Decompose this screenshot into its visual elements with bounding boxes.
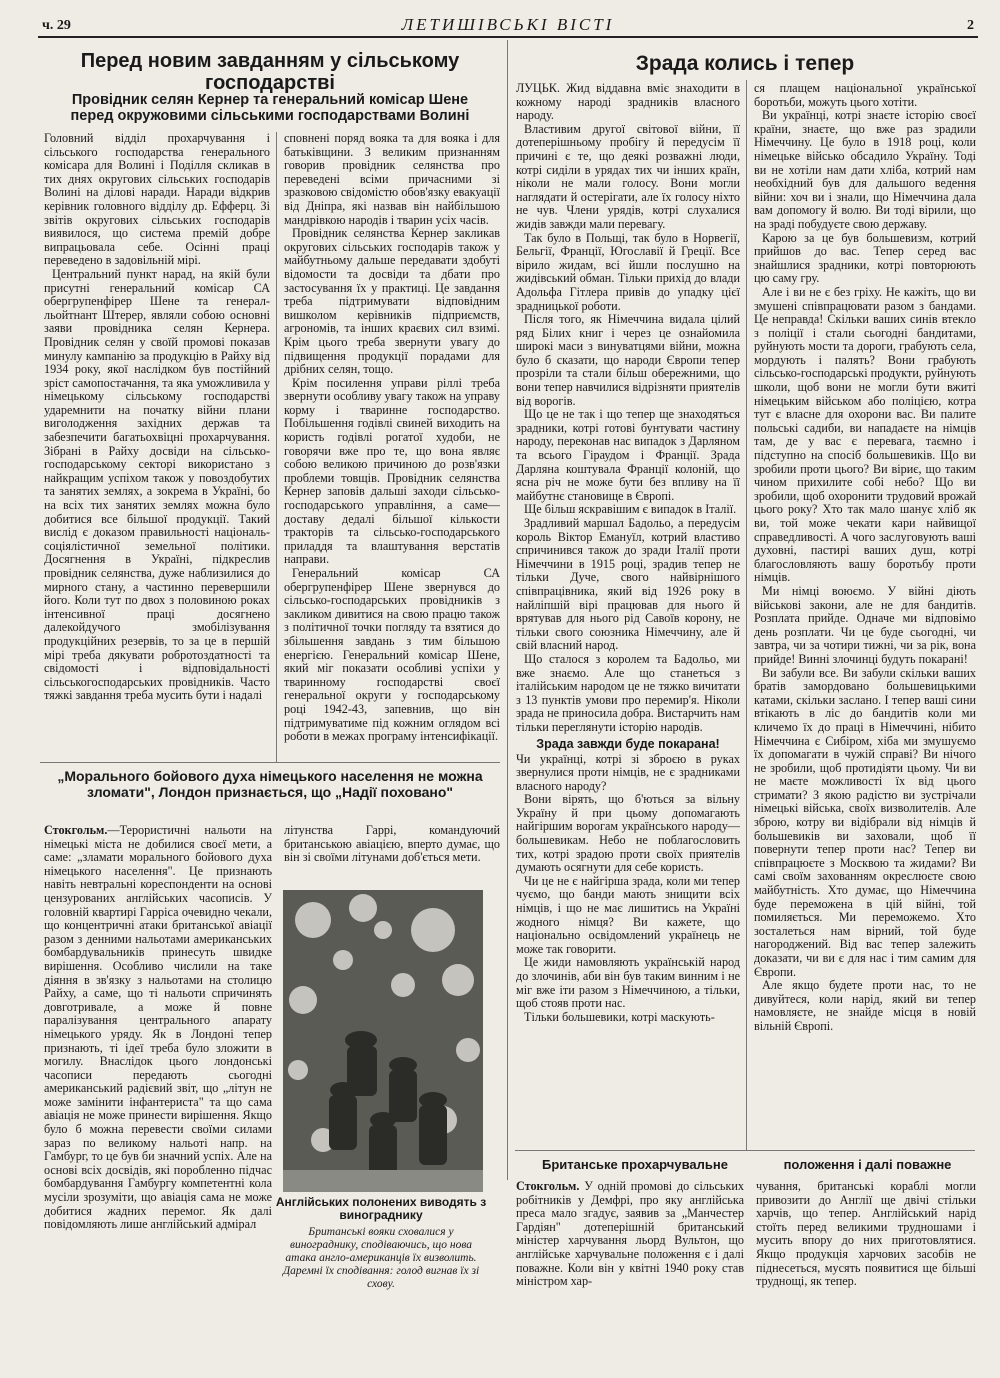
- paragraph: Це жиди намовляють українській народ до злочинів, аби він був таким винним і не міг вже іти разом з Німеччиною, а тільки, щоб стояв проти нас.: [516, 955, 740, 1011]
- paragraph-text: —Терористичні нальоти на німецькі міста не добилися своєї мети, а саме: „зламати морального бойового духа німецького населення". Це признають навіть невтральні кореспонденти на основі цензурованих англійських часописів. У головній квартирі Гарріса очевидно чекали, що концентричні атаки британської авіації разом з денними нальотами американських бомбардувальників принесуть швидке вирішення. Особливо числили на таке діяння в зв'язку з нальотами на столицю Райху, а саме, що ті нальоти спричинять довготривале, а може й повне паралізування центрального апарату німецького уряду. Як в Лондоні тепер признають, ті ідеї треба було зложити в могилу. Внаслідок цього лондонські часописи передають сьогодні американський радієвий звіт, що „літун не може замінити інфантериста" та що сама авіація не може принести вирішення. Якщо було б можна перевести своїми силами зараз по великому нальоті напр. на Гамбург, то це був би значний успіх. Але на основі всіх досвідів, які поробленно підчас бомбардування Гамбургу компетентні кола мусіли зрозуміти, що авіація сама не може добитися жадних перемог. Як далі повідомляють лише англійський адмірал: [44, 824, 272, 1232]
- paragraph: Але якщо будете проти нас, то не дивуйтеся, коли нарід, який ви тепер намовляєте, не знайде місця в новій вільній Європі.: [754, 978, 976, 1033]
- paragraph: Тільки большевики, котрі маскують-: [524, 1009, 715, 1024]
- photo-caption-title: Англійських полонених виводять з винограднику: [275, 1195, 487, 1222]
- paragraph: Карою за це був большевизм, котрий прийшов до вас. Тепер серед вас знайшлися зрадники, котрі повторюють цю саму гру.: [754, 230, 976, 286]
- article-column: [284, 824, 500, 884]
- newspaper-title: ЛЕТИШІВСЬКІ ВІСТІ: [401, 15, 615, 34]
- paragraph: Ви забули все. Ви забули скільки ваших братів замордовано большевицькими катами, скільки заслано. І тепер ваші сини втікають в ліс до бандитів коли ми кличемо їх до праці в Німеччині, нібито Німеччина є Сибіром, хіба ми змушуємо їх допомагати в чужій справі? Ви нічого не зробили, щоб протидіяти цьому. Чи ви не маєте можливості їх від цього стримати? З якою радістю ви зустрічали німецькі війська, своїх визволителів. Але зброю, котру ви відібрали від німців й большевиків ви заховали, щоб її повернути тепер проти нас? Тепер ви співпрацюєте з Москвою та жидами? Ви самі своїм захованням окреслюєте свою майбутність. Хто думає, що Німеччина буде переможена в цій війні, той помиляється. Ми переможемо. Хто зосталеться нам вірний, той буде нагороджений. Від вас тепер залежить доказати, чи ви є для нас і тим самим для Європи.: [754, 665, 976, 979]
- paragraph: ся плащем національної української боротьби, можуть цього хотіти.: [754, 82, 976, 109]
- column-rule: [276, 132, 277, 762]
- article-headline: „Морального бойового духа німецького населення не можна зломати", Лондон признається, що „Надії поховано": [57, 768, 483, 800]
- article-column: [756, 1180, 976, 1320]
- article-column: [516, 1180, 744, 1320]
- paragraph: Крім посилення управи ріллі треба звернути особливу увагу також на управу корму і тваринне господарство. Побільшення годівлі свиней виходить на користь годівлі рогатої худоби, не говорячи вже про те, що вона являє собою великою причиною до розв'язки проблеми товщів. Провідник селянства Кернер заповів дальші заходи сільсько-господарського управління, а саме—доставу дедалі більшої кількости тракторів та сільсько-господарського приладдя та влаштування верстатів направи.: [284, 375, 500, 567]
- paragraph: Так було в Польщі, так було в Норвегії, Бельгії, Франції, Югославії й Греції. Все вірило жидам, всі йшли послушно на жидівський обман. Тільки прихід до влади Адольфа Гітлера привів до упадку цієї зрадницької роботи.: [516, 230, 740, 313]
- paragraph: ЛУЦЬК. Жид віддавна вміє знаходити в кожному народі зрадників власного народу.: [516, 82, 740, 123]
- photo-soldiers-vineyard: [283, 890, 483, 1192]
- article-subheadline: Провідник селян Кернер та генеральний комісар Шене перед окружовими сільськими господарствами Волині: [70, 92, 470, 124]
- paragraph: Але і ви не є без гріху. Не кажіть, що ви змушені співпрацювати разом з бандами. Це неправда! Скільки ваших синів втекло з поліції і стали сьогодні бандитами, руйнують мости та дороги, грабують села, мордують і палять? Вони грабують сільсько-господарські продукти, руйнують школи, щоб вони не могли бути вжиті німецьким військом або поліцією, котра тут є власне для охорони вас. Ви палите польські садиби, ви нападаєте на німців там, де у вас є перевага, таємно і підступно на спосіб большевиків. Що ви зробили проти цього? Ви віриє, що таким чином прихилите собі небо? Що ви зробили, щоб охоронити трудовий врожай цього року? Хто так мало шанує хліб як ви, той може чекати кари найвищої справедливості. А чого заслуговують ваші духовні, пастирі ваших душ, котрі благословляють вашу боротьбу проти німців.: [754, 284, 976, 585]
- paragraph: Ми німці воюємо. У війні діють військові закони, але не для бандитів. Розплата прийде. Одначе ми відповімо день розплати. Чи це буде сьогодні, чи завтра, чи за чотири тижні, чи за рік, вона прийде! Винні злочинці будуть покарані!: [754, 583, 976, 666]
- paragraph: Ви українці, котрі знаєте історію своєї країни, знаєте, що вже раз зрадили Німеччину. Це було в 1918 році, коли німецьке військо обсадило Україну. Тоді ви не хотіли нам дати хліба, котрий нам необхідний був для дальшого ведення війни: хоч ви і знали, що Німеччина дала вам допомогу й волю. Ви тоді вірили, що на зраді побудуєте свою державу.: [754, 108, 976, 231]
- article-column: [44, 132, 270, 762]
- article-column: [44, 824, 272, 1316]
- paragraph: Чи українці, котрі зі зброєю в руках звернулися проти німців, не є зрадниками власного народу?: [516, 751, 740, 793]
- photo-caption-text: Британські вояки сховалися у винограднику, сподіваючись, що нова атака англо-американців їх визволить. Даремні їх сподівання: голод вигнав їх зі схову.: [282, 1226, 480, 1290]
- paragraph-text: У одній промові до сільських робітників у Демфрі, про яку англійська преса мало згадує, заявив за „Манчестер Гардіян" дотеперішній британський міністер харчування льорд Вультон, що англійське харчувальне положення є і далі поважне. Коли він у квітні 1940 року став міністром хар-: [516, 1180, 744, 1289]
- paragraph: Центральний пункт нарад, на якій були присутні генеральний комісар СА обергрупенфірер Шене та генерал-льойтнант Штерер, являли собою основні заяви провідника селян Кернера. Провідник селян у своїй промові показав минулу кампанію за продукцію в Райху від 1934 року, якої наслідком був постійний зріст самопостачання, та яка уможливила у німецькому сільському господарстві ударемнити на початку війни плани виголодження західних держав та забезпечити багатьохвіцні прохарчування. Зібрані в Райху досвіди на сільсько-господарському секторі використано з найкращим успіхом також у повоздобутих та занятих землях, а зокрема в Україні, бо на всіх тих занятих землях можна було добитися все більшої продукції. Такий вислід є доказом правильності національ-соціялістичної земельної політики. Досягнення в Україні, підкреслив провідник селянства, дуже наблизилися до мирного стану, а частинно перевершили його. Коли тут по двох з половиною роках інтенсивної праці досягнено далекойдучого змобілізування продукційних резервів, то за це в першій мірі треба дякувати робротоздатності та свідомості і відповідальності сільськогосподарських провідників. Часто тяжкі завдання треба мусить бути і надалі: [44, 266, 270, 703]
- paragraph: літунства Гаррі, командуючий британською авіацією, вперто думає, що він зі своїми літунами доб'ється мети.: [284, 824, 500, 865]
- issue-number: ч. 29: [42, 18, 71, 33]
- paragraph: Після того, як Німеччина видала цілий ряд Білих книг і через це ознайомила широкі маси з винуватцями війни, можна було б сказати, що народи Європи тепер прозріли та стали більш обережними, що вони тепер навчилися відрізняти приятелів від ворогів.: [516, 312, 740, 408]
- section-subheading: Зрада завжди буде покарана!: [536, 736, 720, 751]
- article-headline: Британське прохарчувальне: [542, 1157, 728, 1172]
- article-headline: Зрада колись і тепер: [635, 52, 855, 75]
- paragraph: сповнені поряд вояка та для вояка і для батьківщини. З великим признанням говорив провідник селянства про переведені всіми причасними зі зразковою свідомістю обов'язку евакуації від Дніпра, які назвав він найбільшою мандрівкою народів і тварин усіх часів.: [284, 132, 500, 227]
- paragraph: Генеральний комісар СА обергрупенфірер Шене звернувся до сільсько-господарських провідників з закликом дивитися на свою працю також з політичної точки погляду та взятися до збільшення завдань з тим більшою енергією. Генеральний комісар Шене, який міг показати особливі успіхи у тваринному господарстві своєї генеральної округи у господарському році 1942-43, запевнив, що він підтримуватиме під кожним оглядом всі роботи в межах програму інтенсифікації.: [284, 566, 500, 744]
- paragraph: Провідник селянства Кернер закликав округових сільських господарів також у майбутньому дальше передавати здобуті відомости та досвіди та дбати про застосування їх у практиці. Це завдання треба підтримувати відповідним вишколом керівників підприємств, агрономів, та інших краєвих сил взимі. Крім цього треба звернути увагу до підвищення продукції порадами для дрібних селян, тощо.: [284, 226, 500, 377]
- article-headline: Перед новим завданням у сільському господарстві: [80, 50, 460, 94]
- masthead: [38, 14, 978, 38]
- article-column: [516, 82, 740, 1148]
- dateline: Стокгольм.: [44, 824, 108, 837]
- paragraph: Властивим другої світової війни, її дотеперішньому пробігу й передусім її причині є те, що деякі розважні люди, котрі сиділи в урядах тих чи інших країн, ніколи не мали голосу. Вони могли наглядати й остерігати, але їх голосу ніхто не чув. Члени урядів, котрі слухалися жидів завжди мали перевагу.: [516, 121, 740, 231]
- paragraph: [44, 824, 272, 1232]
- paragraph: [516, 1180, 744, 1289]
- paragraph: Що це не так і що тепер ще знаходяться зрадники, котрі готові бунтувати частину народу, переконав нас випадок з Дарляном та всього Гіраудом і Франції. Зрада Дарляна коштувала Франції колоній, що ясна річ не може бути без впливу на її майбутнє становище в Європі.: [516, 407, 740, 503]
- paragraph: Зрадливий маршал Бадольо, а передусім король Віктор Емануїл, котрий властиво спричинився також до зради Італії проти Німеччини в 1915 році, зрадив тепер не тільки Дуче, свого найвірнішого співпрацівника, який від 1926 року в найліпшій вірі працював для нього й врятував для нього рід Савоїв корону, не тільки свого союзника Німеччину, але й свій власний народ.: [516, 516, 740, 653]
- news-photo: [283, 890, 483, 1192]
- section-divider: [515, 1150, 975, 1151]
- paragraph: Чи це не є найгірша зрада, коли ми тепер чуємо, що банди мають знищити всіх німців, і що не має лишитись на Україні жодного німця? Ви кажете, що національно освідомлений українець не може так говорити.: [516, 873, 740, 956]
- article-headline-continued: положення і далі поважне: [783, 1157, 952, 1172]
- article-column: [754, 82, 976, 1148]
- section-divider: [40, 762, 500, 763]
- paragraph: Вони вірять, що б'ються за вільну Україну й при цьому допомагають найгіршим ворогам українського народу—большевикам. Небо не поблагословить тих, котрі зрадою проти своїх приятелів думають осягнути для себе користь.: [516, 792, 740, 875]
- paragraph: чування, британські кораблі могли привозити до Англії ще двічі стільки харчів, що тепер. Англійський нарід стоїть перед великими трудношами і мусить впору до них приготовлятися. Якщо продукція харчових засобів не піднесеться, мусять появитися ще більші труднощі, як тепер.: [756, 1180, 976, 1289]
- page-number: 2: [967, 18, 974, 33]
- paragraph: Що сталося з королем та Бадольо, ми вже знаємо. Але що станеться з італійським народом це не тяжко вичитати з 13 пунктів умови про перемир'я. Ніколи зрада не приносила добра. Вистарчить нам тільки переглянути історію народів.: [516, 651, 740, 734]
- article-column: [284, 132, 500, 762]
- column-rule: [507, 40, 508, 1180]
- paragraph: Головний відділ прохарчування і сільського господарства генерального комісара для Волині і Поділля скликав в тих днях округових сільських господарів Волині на ділові наради. Наради відкрив керівник головного відділу др. Ефферц. Зі звітів округових сільських господарів виявилося, що система премій добре випрацьовала себе. Осінні праці переведено в задовільній мірі.: [44, 132, 270, 268]
- paragraph: Ще більш яскравішим є випадок в Італії.: [524, 502, 737, 517]
- column-rule: [746, 80, 747, 1150]
- dateline: Стокгольм.: [516, 1180, 580, 1193]
